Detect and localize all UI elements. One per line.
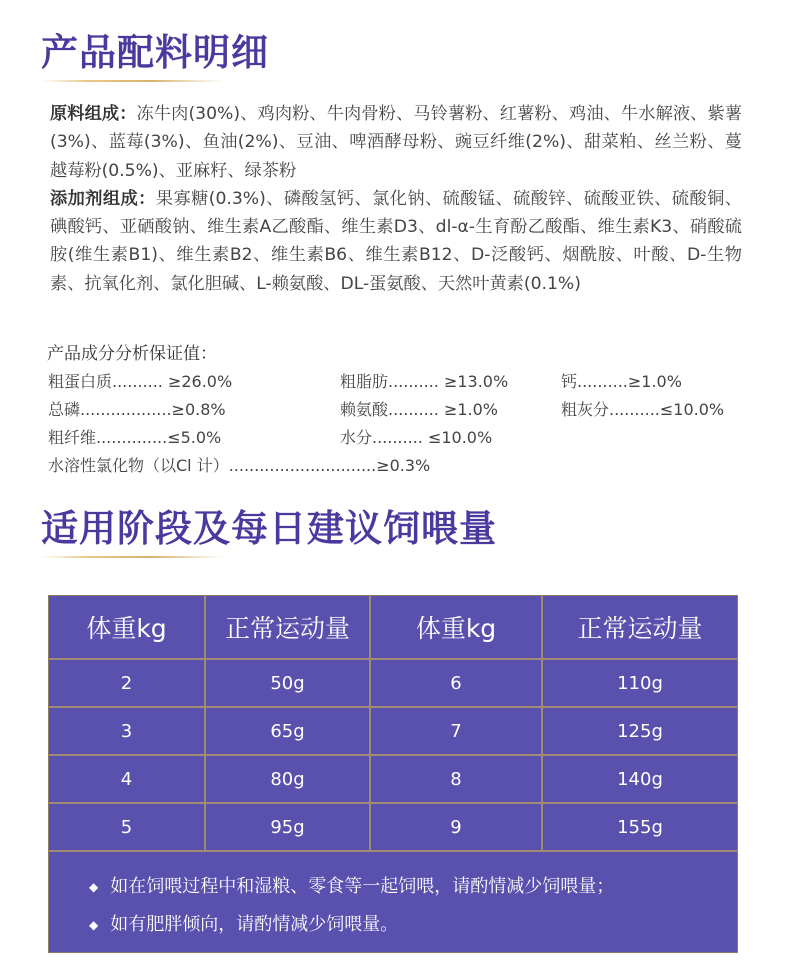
analysis-row [48,396,748,424]
feeding-table [48,595,738,953]
cell-weight: 5 [49,804,206,850]
raw-materials-label: 原料组成： [50,104,137,124]
table-row [49,804,737,852]
table-row [49,708,737,756]
additives-label: 添加剂组成： [50,188,156,209]
table-row [49,756,737,804]
analysis-value: 粗纤维..............≤5.0% [48,428,222,447]
cell-amount: 50g [206,660,371,706]
ingredients-block [50,100,742,298]
cell-weight: 7 [371,708,543,754]
analysis-value: 总磷..................≥0.8% [48,400,226,419]
additives-paragraph [50,185,742,298]
feeding-grid [49,596,737,852]
cell-amount: 155g [617,816,663,838]
cell-weight: 9 [371,804,543,850]
title-underline [41,556,223,558]
section-title-ingredients: 产品配料明细 [41,31,269,74]
diamond-bullet-icon: ◆ [89,918,99,932]
cell-weight: 2 [49,660,206,706]
analysis-values [48,368,748,480]
note-text: 如在饲喂过程中和湿粮、零食等一起饲喂，请酌情减少饲喂量； [110,876,615,897]
cell-amount: 110g [617,672,663,694]
header-weight: 体重kg [371,596,543,658]
raw-materials-text: 冻牛肉(30%)、鸡肉粉、牛肉骨粉、马铃薯粉、红薯粉、鸡油、牛水解液、紫薯(3%)、蓝莓(3%)、鱼油(2%)、豆油、啤酒酵母粉、豌豆纤维(2%)、甜菜粕、丝兰粉、蔓越莓粉(0.5%)、亚麻籽、绿茶粉 [50,104,742,181]
analysis-value: 粗蛋白质.......... ≥26.0% [48,372,233,391]
analysis-value: 钙..........≥1.0% [561,372,682,391]
analysis-value: 粗脂肪.......... ≥13.0% [340,372,509,391]
cell-amount: 95g [206,804,371,850]
cell-amount: 65g [206,708,371,754]
analysis-title: 产品成分分析保证值： [47,344,217,364]
feeding-note [89,868,729,906]
additives-text: 果寡糖(0.3%)、磷酸氢钙、氯化钠、硫酸锰、硫酸锌、硫酸亚铁、硫酸铜、碘酸钙、亚硒酸钠、维生素A乙酸酯、维生素D3、dl-α-生育酚乙酸酯、维生素K3、硝酸硫胺(维生素B1)、维生素B2、维生素B6、维生素B12、D-泛酸钙、烟酰胺、叶酸、D-生物素、抗氧化剂、氯化胆碱、L-赖氨酸、DL-蛋氨酸、天然叶黄素(0.1%) [50,188,742,294]
raw-materials-paragraph [50,100,742,185]
cell-weight: 3 [49,708,206,754]
section-title-feeding: 适用阶段及每日建议饲喂量 [41,507,497,550]
header-amount: 正常运动量 [206,596,371,658]
analysis-value: 水分.......... ≤10.0% [340,428,493,447]
diamond-bullet-icon: ◆ [89,880,99,894]
cell-amount: 80g [206,756,371,802]
analysis-row [48,452,748,480]
table-header-row [49,596,737,660]
title-underline [41,80,223,82]
cell-amount: 140g [617,768,663,790]
analysis-row [48,368,748,396]
feeding-notes [89,868,729,944]
cell-weight: 8 [371,756,543,802]
cell-weight: 6 [371,660,543,706]
header-weight: 体重kg [49,596,206,658]
analysis-row [48,424,748,452]
feeding-note [89,906,729,944]
header-amount: 正常运动量 [577,614,703,643]
analysis-value: 粗灰分..........≤10.0% [561,400,725,419]
table-row [49,660,737,708]
cell-weight: 4 [49,756,206,802]
cell-amount: 125g [617,720,663,742]
note-text: 如有肥胖倾向，请酌情减少饲喂量。 [110,914,399,935]
analysis-value: 水溶性氯化物（以Cl 计）.............................≥0.3% [48,456,431,475]
analysis-value: 赖氨酸.......... ≥1.0% [340,400,499,419]
